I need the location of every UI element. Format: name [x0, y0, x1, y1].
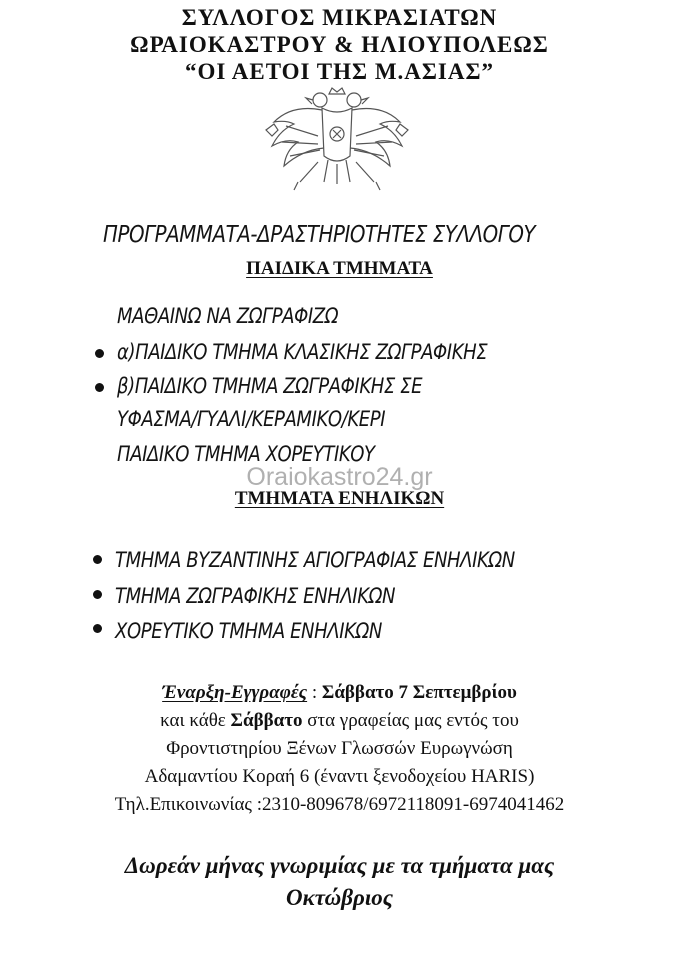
- children-item-classical-painting: α)ΠΑΙΔΙΚΟ ΤΜΗΜΑ ΚΛΑΣΙΚΗΣ ΖΩΓΡΑΦΙΚΗΣ: [117, 340, 488, 364]
- children-item-materials: ΥΦΑΣΜΑ/ΓΥΑΛΙ/ΚΕΡΑΜΙΚΟ/ΚΕΡΙ: [117, 407, 386, 431]
- free-month-name: Οκτώβριος: [285, 885, 394, 910]
- adult-item-dance: ΧΟΡΕΥΤΙΚΟ ΤΜΗΜΑ ΕΝΗΛΙΚΩΝ: [115, 619, 382, 643]
- start-registration-line: Έναρξη-Εγγραφές : Σάββατο 7 Σεπτεμβρίου: [162, 682, 517, 703]
- adult-item-painting: ΤΜΗΜΑ ΖΩΓΡΑΦΙΚΗΣ ΕΝΗΛΙΚΩΝ: [115, 584, 396, 608]
- free-month-line: Δωρεάν μήνας γνωριμίας με τα τμήματα μας: [124, 853, 555, 878]
- address-line: Αδαμαντίου Κοραή 6 (έναντι ξενοδοχείου HARIS): [144, 766, 535, 787]
- children-heading: ΠΑΙΔΙΚΑ ΤΜΗΜΑΤΑ: [246, 258, 433, 279]
- watermark: Oraiokastro24.gr: [246, 463, 433, 491]
- association-motto: “ΟΙ ΑΕΤΟΙ ΤΗΣ Μ.ΑΣΙΑΣ”: [184, 59, 495, 84]
- bullet: [95, 349, 104, 358]
- adults-heading: ΤΜΗΜΑΤΑ ΕΝΗΛΙΚΩΝ: [234, 488, 445, 509]
- phone-line: Τηλ.Επικοινωνίας :2310-809678/6972118091-6974041462: [114, 794, 565, 815]
- start-date: Σάββατο 7 Σεπτεμβρίου: [321, 682, 517, 703]
- programs-title: ΠΡΟΓΡΑΜΜΑΤΑ-ΔΡΑΣΤΗΡΙΟΤΗΤΕΣ ΣΥΛΛΟΓΟΥ: [103, 222, 536, 248]
- start-label: Έναρξη-Εγγραφές: [162, 682, 308, 703]
- bullet: [95, 383, 104, 392]
- children-dance: ΠΑΙΔΙΚΟ ΤΜΗΜΑ ΧΟΡΕΥΤΙΚΟΥ: [117, 442, 375, 466]
- children-item-painting-on-materials: β)ΠΑΙΔΙΚΟ ΤΜΗΜΑ ΖΩΓΡΑΦΙΚΗΣ ΣΕ: [117, 374, 423, 398]
- bullet: [93, 555, 102, 564]
- association-name-line2: ΩΡΑΙΟΚΑΣΤΡΟΥ & ΗΛΙΟΥΠΟΛΕΩΣ: [130, 32, 549, 57]
- every-saturday-line: και κάθε Σάββατο στα γραφείας μας εντός του: [160, 710, 519, 731]
- learn-to-draw: ΜΑΘΑΙΝΩ ΝΑ ΖΩΓΡΑΦΙΖΩ: [117, 304, 339, 328]
- bullet: [93, 624, 102, 633]
- double-headed-eagle-icon: [262, 86, 412, 198]
- bullet: [93, 590, 102, 599]
- association-name-line1: ΣΥΛΛΟΓΟΣ ΜΙΚΡΑΣΙΑΤΩΝ: [181, 5, 498, 30]
- school-name-line: Φροντιστηρίου Ξένων Γλωσσών Ευρωγνώση: [166, 738, 513, 759]
- adult-item-hagiography: ΤΜΗΜΑ ΒΥΖΑΝΤΙΝΗΣ ΑΓΙΟΓΡΑΦΙΑΣ ΕΝΗΛΙΚΩΝ: [115, 548, 515, 572]
